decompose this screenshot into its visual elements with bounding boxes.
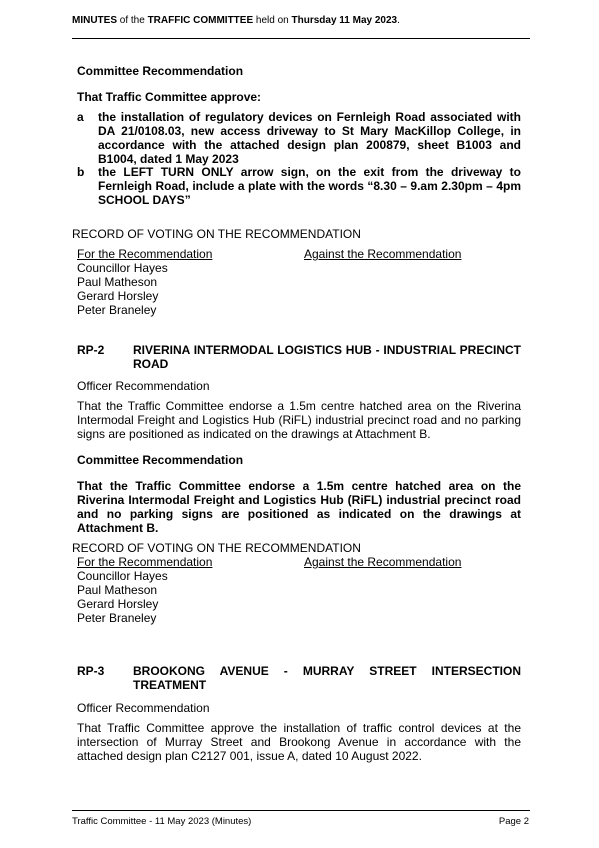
list-item-text: the LEFT TURN ONLY arrow sign, on the exit from the driveway to Fernleigh Road, include a plate with the words “8.30 – 9.am 2.30pm – 4pm SCHOOL DAYS” (98, 165, 521, 207)
against-recommendation-label: Against the Recommendation (304, 247, 462, 261)
header-of-the: of the (117, 15, 148, 26)
for-recommendation-label: For the Recommendation (77, 555, 213, 569)
header-rule (72, 38, 530, 39)
officer-recommendation-text: That Traffic Committee approve the installation of traffic control devices at the intersection of Murray Street and Brookong Avenue in accordance with the attached design plan C2127 001, issue A, dated 10 August 2022. (77, 721, 521, 763)
page-header (72, 14, 530, 28)
committee-recommendation-text: That the Traffic Committee endorse a 1.5m centre hatched area on the Riverina Intermodal Freight and Logistics Hub (RiFL) industrial precinct road and no parking signs are positioned as indicated on the drawings at Attachment B. (77, 479, 521, 535)
item-number: RP-2 (77, 343, 105, 357)
item-title: BROOKONG AVENUE - MURRAY STREET INTERSECTION TREATMENT (133, 664, 521, 692)
voter-name: Peter Braneley (77, 611, 157, 625)
header-held-on: held on (253, 15, 292, 26)
against-recommendation-label: Against the Recommendation (304, 555, 462, 569)
voter-name: Paul Matheson (77, 583, 158, 597)
header-committee: TRAFFIC COMMITTEE (147, 15, 254, 26)
header-minutes: MINUTES (72, 15, 117, 26)
voter-name: Gerard Horsley (77, 597, 159, 611)
for-recommendation-label: For the Recommendation (77, 247, 213, 261)
item-title: RIVERINA INTERMODAL LOGISTICS HUB - INDUSTRIAL PRECINCT ROAD (133, 343, 521, 371)
officer-recommendation-heading: Officer Recommendation (77, 701, 210, 715)
voter-name: Peter Braneley (77, 303, 157, 317)
voting-record-heading: RECORD OF VOTING ON THE RECOMMENDATION (72, 227, 361, 241)
committee-recommendation-intro: That Traffic Committee approve: (77, 90, 262, 104)
list-item-text: the installation of regulatory devices on Fernleigh Road associated with DA 21/0108.03, new access driveway to St Mary MacKillop College, in accordance with the attached design plan 200879, sheet B1003 and B1004, dated 1 May 2023 (98, 110, 521, 166)
header-period: . (397, 15, 400, 26)
voter-name: Councillor Hayes (77, 569, 168, 583)
voter-name: Councillor Hayes (77, 261, 168, 275)
header-date: Thursday 11 May 2023 (291, 15, 398, 26)
voting-record-heading: RECORD OF VOTING ON THE RECOMMENDATION (72, 541, 361, 555)
item-number: RP-3 (77, 664, 105, 678)
footer-document-title: Traffic Committee - 11 May 2023 (Minutes) (72, 816, 252, 827)
footer-rule (72, 810, 530, 811)
list-item-letter: b (77, 165, 85, 179)
voter-name: Gerard Horsley (77, 289, 159, 303)
officer-recommendation-heading: Officer Recommendation (77, 379, 210, 393)
officer-recommendation-text: That the Traffic Committee endorse a 1.5m centre hatched area on the Riverina Intermodal Freight and Logistics Hub (RiFL) industrial precinct road and no parking signs are positioned as indicated on the drawings at Attachment B. (77, 399, 521, 441)
footer-page-number: Page 2 (498, 816, 529, 827)
list-item-letter: a (77, 110, 84, 124)
committee-recommendation-heading: Committee Recommendation (77, 64, 244, 78)
voter-name: Paul Matheson (77, 275, 158, 289)
committee-recommendation-heading: Committee Recommendation (77, 453, 244, 467)
